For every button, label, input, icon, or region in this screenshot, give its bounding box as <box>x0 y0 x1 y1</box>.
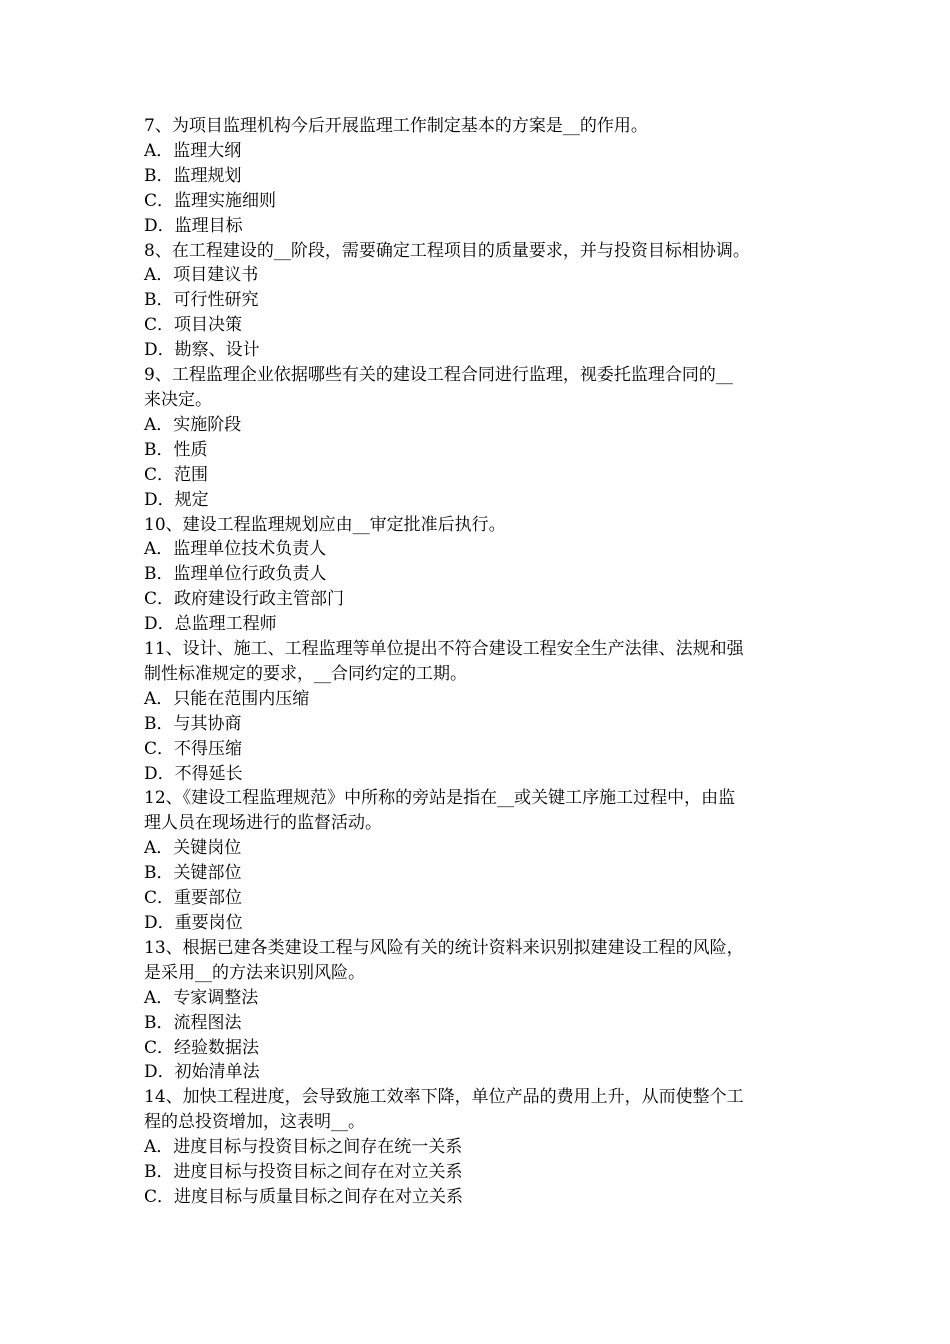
answer-option: B．与其协商 <box>144 713 242 734</box>
answer-option: C．范围 <box>144 464 209 485</box>
answer-option: B．监理单位行政负责人 <box>144 564 327 585</box>
question-line: 程的总投资增加，这表明__。 <box>144 1112 365 1133</box>
answer-option: B．可行性研究 <box>144 290 259 311</box>
question-line: 9、工程监理企业依据哪些有关的建设工程合同进行监理，视委托监理合同的__ <box>144 365 733 386</box>
question-block <box>144 239 808 364</box>
question-block <box>144 1085 808 1210</box>
question-block <box>144 114 808 239</box>
question-line: 来决定。 <box>144 389 212 410</box>
question-text <box>144 239 808 264</box>
answer-option: C．项目决策 <box>144 315 243 336</box>
question-block <box>144 363 808 512</box>
question-block <box>144 513 808 638</box>
answer-option: C．重要部位 <box>144 888 243 909</box>
question-line: 7、为项目监理机构今后开展监理工作制定基本的方案是__的作用。 <box>144 116 648 136</box>
answer-option: D．初始清单法 <box>144 1062 260 1083</box>
question-text <box>144 363 808 413</box>
question-text <box>144 513 808 538</box>
answer-option: A．关键岗位 <box>144 838 242 859</box>
document-page <box>144 114 808 1210</box>
answer-option: B．流程图法 <box>144 1012 242 1033</box>
answer-option: D．重要岗位 <box>144 913 243 933</box>
answer-option: D．总监理工程师 <box>144 614 277 635</box>
answer-option: A．进度目标与投资目标之间存在统一关系 <box>144 1137 463 1158</box>
answer-option: A．只能在范围内压缩 <box>144 688 310 709</box>
question-line: 8、在工程建设的__阶段，需要确定工程项目的质量要求，并与投资目标相协调。 <box>144 240 750 261</box>
question-line: 11、设计、施工、工程监理等单位提出不符合建设工程安全生产法律、法规和强 <box>144 639 744 660</box>
question-line: 理人员在现场进行的监督活动。 <box>144 813 382 834</box>
answer-option: D．不得延长 <box>144 763 243 784</box>
question-block <box>144 786 808 935</box>
answer-option: A．监理大纲 <box>144 140 242 161</box>
question-text <box>144 1085 808 1135</box>
answer-option: C．监理实施细则 <box>144 190 277 211</box>
answer-option: D．勘察、设计 <box>144 340 260 361</box>
question-text <box>144 114 808 139</box>
question-line: 10、建设工程监理规划应由__审定批准后执行。 <box>144 514 506 535</box>
answer-option: B．关键部位 <box>144 863 242 884</box>
answer-option: A．实施阶段 <box>144 414 242 435</box>
question-line: 14、加快工程进度，会导致施工效率下降，单位产品的费用上升，从而使整个工 <box>144 1087 744 1108</box>
answer-option: C．不得压缩 <box>144 738 243 759</box>
answer-option: A．项目建议书 <box>144 265 259 286</box>
question-line: 13、根据已建各类建设工程与风险有关的统计资料来识别拟建建设工程的风险， <box>144 937 744 958</box>
answer-option: D．规定 <box>144 489 209 510</box>
question-text <box>144 786 808 836</box>
answer-option: B．进度目标与投资目标之间存在对立关系 <box>144 1162 463 1183</box>
question-line: 制性标准规定的要求，__合同约定的工期。 <box>144 663 467 684</box>
answer-option: B．监理规划 <box>144 165 242 186</box>
answer-option: D．监理目标 <box>144 215 243 236</box>
question-line: 是采用__的方法来识别风险。 <box>144 962 365 983</box>
question-text <box>144 936 808 986</box>
answer-option: A．专家调整法 <box>144 987 259 1008</box>
answer-option: A．监理单位技术负责人 <box>144 539 327 560</box>
answer-option: C．政府建设行政主管部门 <box>144 589 345 610</box>
answer-option: C．进度目标与质量目标之间存在对立关系 <box>144 1186 464 1207</box>
question-line: 12、《建设工程监理规范》中所称的旁站是指在__或关键工序施工过程中，由监 <box>144 788 736 809</box>
question-text <box>144 637 808 687</box>
answer-option: C．经验数据法 <box>144 1037 260 1058</box>
question-block <box>144 936 808 1085</box>
answer-option: B．性质 <box>144 439 208 460</box>
question-block <box>144 637 808 786</box>
